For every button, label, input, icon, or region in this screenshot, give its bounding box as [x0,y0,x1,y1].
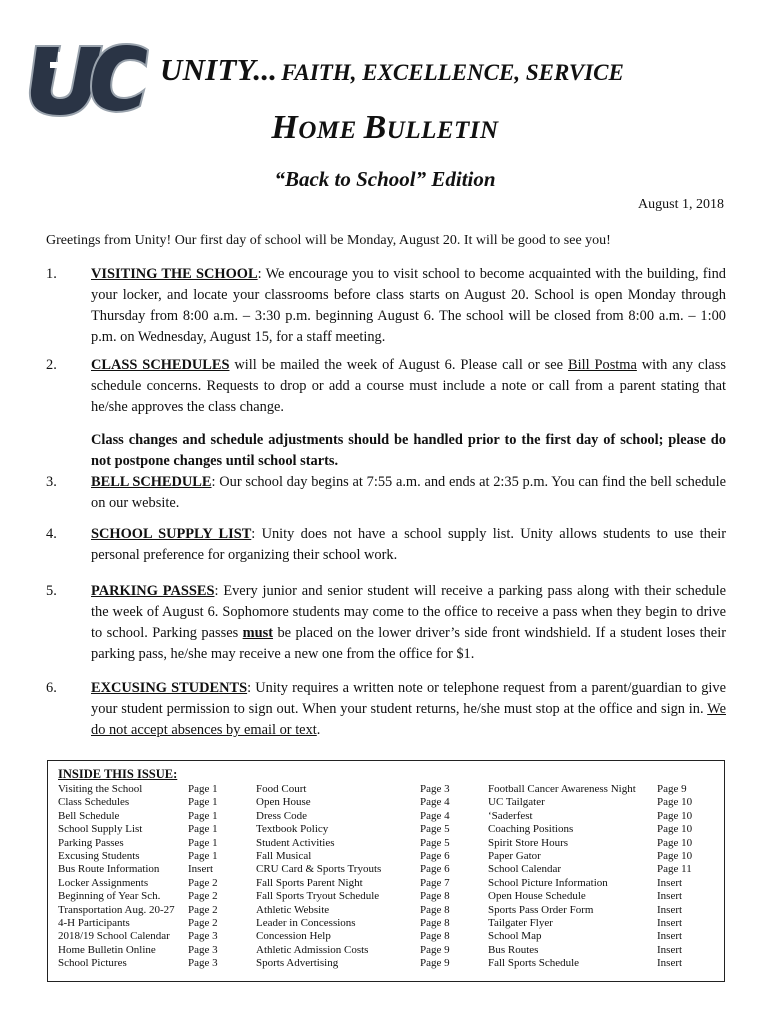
greeting-text: Greetings from Unity! Our first day of school will be Monday, August 20. It will be good to see you! [46,233,611,248]
item-text: : Every junior and senior student will receive a parking pass along with their schedule the week of August 6. Sophomore students may come to the office to receive a pass when they begin to drive to school. Parking passes [91,583,726,641]
toc-entry-title: Locker Assignments [58,876,149,889]
item-excusing-students [46,678,726,741]
toc-entry-page: Insert [657,916,683,929]
toc-entry-page: Insert [657,890,683,903]
toc-entry [256,810,486,823]
toc-entry-title: Coaching Positions [488,823,574,836]
toc-entry-title: Bus Route Information [58,863,160,876]
toc-entry-page: Page 10 [657,836,693,849]
toc-entry [488,957,718,970]
title-ulletin: ULLETIN [386,117,499,144]
toc-entry-title: School Map [488,930,542,943]
title-ome: OME [298,117,357,144]
toc-entry [488,877,718,890]
toc-entry-page: Page 6 [420,863,450,876]
toc-entry-page: Insert [657,943,683,956]
toc-entry-page: Insert [657,957,683,970]
toc-entry-title: Dress Code [256,809,308,822]
toc-entry-page: Page 1 [188,796,218,809]
toc-entry [488,850,718,863]
toc-entry [256,957,486,970]
title-letter-b: B [363,109,387,146]
schedule-change-note: Class changes and schedule adjustments should be handled prior to the first day of school; please do not postpone changes until school starts. [91,432,726,469]
toc-entry-title: Bus Routes [488,943,539,956]
item-heading: PARKING PASSES [91,583,215,599]
item-text: . [316,722,321,738]
toc-entry-title: Beginning of Year Sch. [58,890,161,903]
toc-entry-page: Page 1 [188,823,218,836]
inside-this-issue-box [47,760,725,982]
toc-entry [488,917,718,930]
toc-entry [58,796,248,809]
toc-entry [58,890,248,903]
toc-entry [58,930,248,943]
toc-entry [256,783,486,796]
item-text: will be mailed the week of August 6. Please call or see [229,357,568,373]
item-visiting-school [46,264,726,348]
toc-entry [488,796,718,809]
toc-entry-title: Student Activities [256,836,335,849]
item-heading: SCHOOL SUPPLY LIST [91,526,252,542]
toc-entry-page: Page 2 [188,890,218,903]
toc-entry-title: CRU Card & Sports Tryouts [256,863,382,876]
unity-logo [22,40,150,120]
toc-entry [488,810,718,823]
toc-entry-page: Page 3 [188,943,218,956]
motto-unity: UNITY... [160,52,278,87]
bulletin-title [0,109,770,147]
bulletin-date: August 1, 2018 [638,197,724,212]
toc-entry-page: Page 1 [188,783,218,795]
toc-entry [256,850,486,863]
toc-entry [256,837,486,850]
toc-entry [58,850,248,863]
item-number: 1. [46,266,57,282]
toc-entry-page: Page 4 [420,796,450,809]
toc-entry [256,823,486,836]
toc-entry-page: Page 11 [657,863,692,876]
toc-entry-title: Open House Schedule [488,890,586,903]
toc-entry-page: Page 8 [420,930,450,943]
toc-column-3 [488,783,718,970]
item-school-supply-list [46,524,726,566]
toc-entry-title: UC Tailgater [488,796,545,809]
toc-entry-title: School Picture Information [488,876,608,889]
toc-entry-title: Bell Schedule [58,809,120,822]
toc-entry-title: Leader in Concessions [256,916,356,929]
item-number: 2. [46,357,57,373]
toc-column-1 [58,783,248,970]
toc-entry [58,877,248,890]
toc-entry-page: Page 8 [420,903,450,916]
toc-entry [58,863,248,876]
toc-entry-page: Page 10 [657,849,693,862]
toc-entry-title: Tailgater Flyer [488,916,553,929]
toc-entry [488,863,718,876]
toc-entry [58,783,248,796]
toc-entry-page: Page 10 [657,823,693,836]
toc-entry [488,890,718,903]
toc-entry-title: Paper Gator [488,849,541,862]
toc-entry-title: Fall Sports Schedule [488,957,580,970]
item-heading: BELL SCHEDULE [91,474,212,490]
school-motto [160,52,720,88]
toc-entry-title: School Pictures [58,957,127,970]
toc-entry [488,930,718,943]
toc-entry [256,917,486,930]
item-number: 6. [46,680,57,696]
item-text: : Our school day begins at 7:55 a.m. and ends at 2:35 p.m. You can find the bell schedule on our website. [91,474,726,511]
toc-entry [58,904,248,917]
inside-this-issue-title: INSIDE THIS ISSUE: [58,767,178,781]
toc-entry [58,837,248,850]
toc-entry-page: Insert [657,930,683,943]
toc-entry [488,944,718,957]
item-text: : Unity does not have a school supply list. Unity allows students to use their personal preference for organizing their school work. [91,526,726,563]
item-bell-schedule [46,472,726,514]
item-text: : We encourage you to visit school to become acquainted with the building, find your locker, and locate your classrooms before class starts on August 20. School is open Monday through Thursday from 8:00 a.m. – 3:30 p.m. beginning August 6. The school will be closed from 8:00 a.m. – 1:00 p.m. on Wednesday, August 15, for a staff meeting. [91,266,726,345]
toc-entry-title: Fall Sports Parent Night [256,876,363,889]
toc-entry-title: Athletic Admission Costs [256,943,369,956]
item-heading: EXCUSING STUDENTS [91,680,248,696]
toc-entry-title: Fall Sports Tryout Schedule [256,890,380,903]
toc-entry [256,796,486,809]
toc-entry-page: Page 1 [188,849,218,862]
toc-entry-title: Spirit Store Hours [488,836,569,849]
toc-entry [488,837,718,850]
toc-entry-page: Page 3 [420,783,450,795]
toc-entry-title: School Calendar [488,863,562,876]
toc-entry [256,863,486,876]
item-parking-passes [46,581,726,665]
toc-entry-page: Page 10 [657,796,693,809]
item-text: with any class schedule concerns. Requests to drop or add a course must include a note or call from a parent stating that he/she approves the class change. [91,357,726,415]
toc-entry-title: Visiting the School [58,783,143,795]
item-number: 4. [46,526,57,542]
toc-entry-page: Page 9 [657,783,687,795]
toc-entry-page: Page 8 [420,916,450,929]
motto-values: FAITH, EXCELLENCE, SERVICE [281,60,624,85]
toc-entry [58,917,248,930]
toc-entry [488,904,718,917]
toc-entry-page: Page 2 [188,916,218,929]
item-number: 5. [46,583,57,599]
toc-entry-page: Page 1 [188,809,218,822]
item-class-schedules [46,355,726,472]
toc-entry [58,944,248,957]
toc-entry-page: Page 5 [420,836,450,849]
toc-entry [256,890,486,903]
toc-entry-page: Page 3 [188,957,218,970]
must-emphasis: must [242,625,274,641]
absence-policy-note: We do not accept absences by email or text [91,701,726,738]
toc-entry-title: Class Schedules [58,796,130,809]
toc-entry-title: Sports Pass Order Form [488,903,594,916]
toc-entry [58,810,248,823]
toc-entry-page: Page 2 [188,903,218,916]
toc-entry-page: Page 4 [420,809,450,822]
item-heading: CLASS SCHEDULES [91,357,230,373]
item-heading: VISITING THE SCHOOL [91,266,258,282]
toc-entry-page: Page 8 [420,890,450,903]
toc-entry-page: Page 3 [188,930,218,943]
toc-entry-title: Parking Passes [58,836,124,849]
toc-entry-title: 4-H Participants [58,916,130,929]
toc-column-2 [256,783,486,970]
toc-entry-page: Page 1 [188,836,218,849]
item-text: : Unity requires a written note or telephone request from a parent/guardian to give your student permission to sign out. When your student returns, he/she must stop at the office and sign in. [91,680,727,717]
toc-entry-page: Page 9 [420,957,450,970]
toc-entry-title: Food Court [256,783,307,795]
toc-entry [256,930,486,943]
toc-entry-title: Open House [256,796,311,809]
toc-entry-title: 2018/19 School Calendar [58,930,170,943]
toc-entry-title: ‘Saderfest [488,809,533,822]
toc-entry-title: Football Cancer Awareness Night [488,783,636,795]
toc-entry-title: Textbook Policy [256,823,329,836]
toc-entry [256,877,486,890]
toc-entry-page: Page 6 [420,849,450,862]
toc-entry-page: Page 7 [420,876,450,889]
item-text: be placed on the lower driver’s side front windshield. If a student loses their parking pass, he/she may receive a new one from the office for $1. [91,625,726,662]
toc-entry-title: Transportation Aug. 20-27 [58,903,175,916]
toc-entry-page: Insert [657,876,683,889]
title-letter-h: H [271,109,299,146]
edition-subtitle: “Back to School” Edition [274,167,496,191]
toc-entry-page: Page 5 [420,823,450,836]
toc-entry [256,904,486,917]
toc-entry-title: Fall Musical [256,849,312,862]
item-number: 3. [46,474,57,490]
toc-entry [58,823,248,836]
toc-entry-page: Insert [188,863,214,876]
toc-entry-title: Sports Advertising [256,957,339,970]
toc-entry-title: Home Bulletin Online [58,943,156,956]
toc-entry-page: Page 9 [420,943,450,956]
toc-entry-title: Athletic Website [256,903,330,916]
toc-entry [488,783,718,796]
toc-entry-page: Insert [657,903,683,916]
toc-entry [256,944,486,957]
toc-entry-title: Concession Help [256,930,331,943]
toc-entry [488,823,718,836]
toc-entry-title: Excusing Students [58,849,140,862]
toc-entry-page: Page 2 [188,876,218,889]
toc-entry [58,957,248,970]
toc-entry-page: Page 10 [657,809,693,822]
toc-entry-title: School Supply List [58,823,143,836]
bill-postma-link[interactable]: Bill Postma [567,357,637,373]
